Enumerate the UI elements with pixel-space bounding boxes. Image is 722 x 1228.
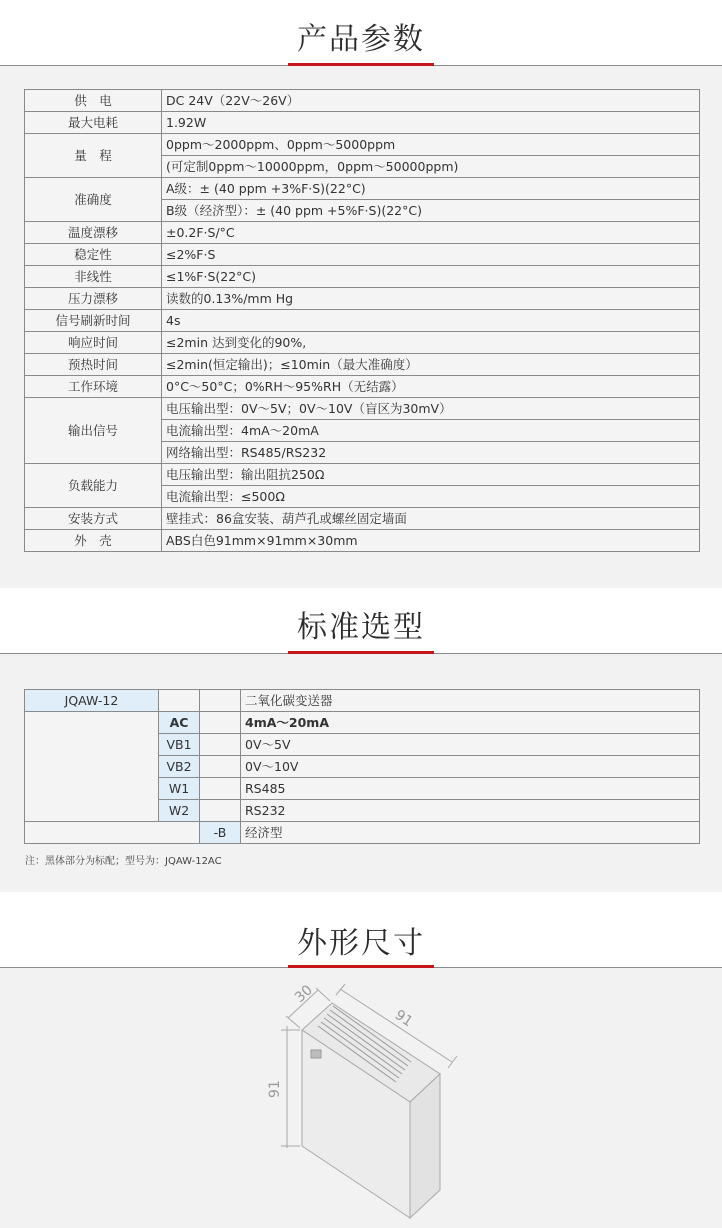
- table-row: [25, 332, 700, 354]
- table-row: [25, 530, 700, 552]
- code-cell: VB1: [159, 734, 200, 756]
- selection-header: [0, 588, 722, 654]
- spec-value: 0ppm～2000ppm、0ppm～5000ppm: [162, 134, 700, 156]
- params-header: [0, 0, 722, 66]
- spec-value: 壁挂式：86盒安装、葫芦孔或螺丝固定墙面: [162, 508, 700, 530]
- product-name: 二氧化碳变送器: [241, 690, 700, 712]
- spec-value: 网络输出型：RS485/RS232: [162, 442, 700, 464]
- empty-cell: [200, 756, 241, 778]
- spec-value: 电流输出型：4mA～20mA: [162, 420, 700, 442]
- table-row: [25, 310, 700, 332]
- table-row: [25, 464, 700, 486]
- spec-value: 读数的0.13%/mm Hg: [162, 288, 700, 310]
- spec-label: 外 壳: [25, 530, 162, 552]
- params-section: [0, 0, 722, 588]
- empty-cell: [200, 800, 241, 822]
- table-row: [25, 354, 700, 376]
- code-desc: 4mA～20mA: [241, 712, 700, 734]
- spec-value: ±0.2F·S/°C: [162, 222, 700, 244]
- spec-label: 压力漂移: [25, 288, 162, 310]
- spec-value: 4s: [162, 310, 700, 332]
- empty-cell: [200, 712, 241, 734]
- code-cell: W2: [159, 800, 200, 822]
- spec-label: 预热时间: [25, 354, 162, 376]
- spec-table: [24, 89, 700, 552]
- spec-label: 准确度: [25, 178, 162, 222]
- spec-value: A级：± (40 ppm +3%F·S)(22°C): [162, 178, 700, 200]
- table-row: [25, 178, 700, 200]
- spec-value: 0°C～50°C；0%RH～95%RH（无结露）: [162, 376, 700, 398]
- params-title: 产品参数: [297, 22, 425, 57]
- spec-value: 电流输出型：≤500Ω: [162, 486, 700, 508]
- code-cell: AC: [159, 712, 200, 734]
- spec-label: 输出信号: [25, 398, 162, 464]
- spec-value: ≤2%F·S: [162, 244, 700, 266]
- empty-cell: [25, 712, 159, 822]
- spec-value: B级（经济型）：± (40 ppm +5%F·S)(22°C): [162, 200, 700, 222]
- table-row: [25, 134, 700, 156]
- spec-value: ≤1%F·S(22°C): [162, 266, 700, 288]
- spec-value: 电压输出型：输出阻抗250Ω: [162, 464, 700, 486]
- code-desc: RS232: [241, 800, 700, 822]
- selection-table: [24, 689, 700, 844]
- selection-title: 标准选型: [297, 610, 425, 645]
- title-underline: [288, 651, 434, 654]
- spec-label: 响应时间: [25, 332, 162, 354]
- table-row: [25, 398, 700, 420]
- spec-label: 供 电: [25, 90, 162, 112]
- height-label: 91: [267, 1080, 283, 1098]
- spec-label: 安装方式: [25, 508, 162, 530]
- spec-label: 非线性: [25, 266, 162, 288]
- spec-value: ≤2min(恒定输出)；≤10min（最大准确度）: [162, 354, 700, 376]
- selection-note: 注：黑体部分为标配；型号为：JQAW-12AC: [25, 856, 222, 867]
- spec-value: ABS白色91mm×91mm×30mm: [162, 530, 700, 552]
- table-row: [25, 712, 700, 734]
- empty-cell: [200, 778, 241, 800]
- title-underline: [288, 63, 434, 66]
- code-cell: W1: [159, 778, 200, 800]
- code-desc: 0V～10V: [241, 756, 700, 778]
- dimensions-section: [0, 892, 722, 1228]
- spec-value: DC 24V（22V～26V）: [162, 90, 700, 112]
- table-row: [25, 376, 700, 398]
- table-row: [25, 112, 700, 134]
- spec-label: 负载能力: [25, 464, 162, 508]
- table-row: [25, 222, 700, 244]
- spec-value: (可定制0ppm～10000ppm，0ppm～50000ppm): [162, 156, 700, 178]
- spec-label: 稳定性: [25, 244, 162, 266]
- suffix-code: -B: [200, 822, 241, 844]
- dimensions-title: 外形尺寸: [297, 926, 425, 961]
- empty-cell: [25, 822, 200, 844]
- suffix-desc: 经济型: [241, 822, 700, 844]
- spec-label: 工作环境: [25, 376, 162, 398]
- spec-value: ≤2min 达到变化的90%,: [162, 332, 700, 354]
- model-cell: JQAW-12: [25, 690, 159, 712]
- table-row: [25, 690, 700, 712]
- empty-cell: [200, 734, 241, 756]
- depth-label: 30: [291, 982, 316, 1006]
- width-label: 91: [391, 1007, 416, 1031]
- selection-section: [0, 588, 722, 892]
- spec-label: 温度漂移: [25, 222, 162, 244]
- table-row: [25, 266, 700, 288]
- spec-label: 信号刷新时间: [25, 310, 162, 332]
- table-row: [25, 244, 700, 266]
- spec-label: 最大电耗: [25, 112, 162, 134]
- empty-cell: [159, 690, 200, 712]
- code-desc: RS485: [241, 778, 700, 800]
- code-cell: VB2: [159, 756, 200, 778]
- table-row: [25, 90, 700, 112]
- empty-cell: [200, 690, 241, 712]
- spec-value: 电压输出型：0V～5V；0V～10V（盲区为30mV）: [162, 398, 700, 420]
- table-row: [25, 288, 700, 310]
- spec-label: 量 程: [25, 134, 162, 178]
- spec-value: 1.92W: [162, 112, 700, 134]
- table-row: [25, 508, 700, 530]
- dimension-drawing: [0, 892, 722, 1228]
- code-desc: 0V～5V: [241, 734, 700, 756]
- front-mark: [311, 1050, 321, 1058]
- table-row: [25, 822, 700, 844]
